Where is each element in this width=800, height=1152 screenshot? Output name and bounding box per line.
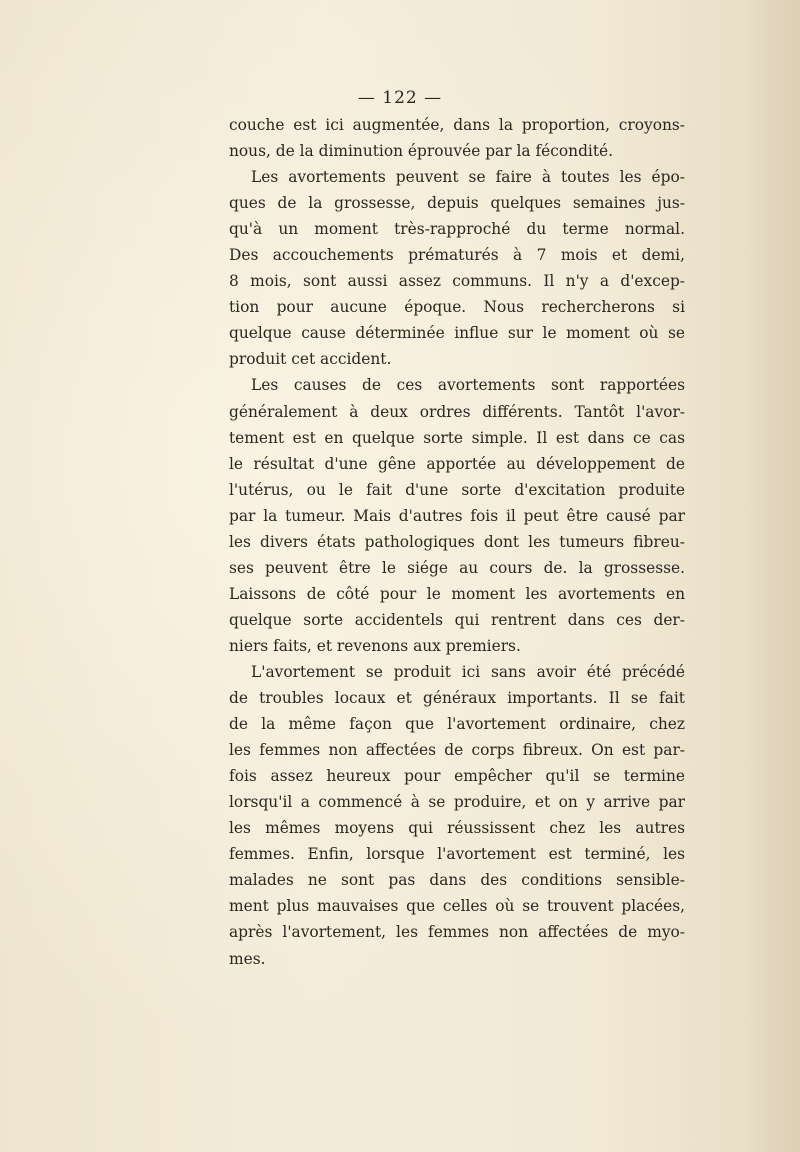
text-line: par la tumeur. Mais d'autres fois il peut être causé par — [229, 506, 685, 525]
text-line: mes. — [229, 949, 266, 968]
text-line: femmes. Enfin, lorsque l'avortement est terminé, les — [229, 845, 685, 864]
text-line: niers faits, et revenons aux premiers. — [229, 636, 521, 655]
text-line: de troubles locaux et généraux importants. Il se fait — [229, 689, 685, 708]
text-line: le résultat d'une gêne apportée au développement de — [229, 454, 685, 473]
text-line: ses peuvent être le siége au cours de. la grossesse. — [229, 558, 685, 577]
text-line: généralement à deux ordres différents. Tantôt l'avor- — [229, 402, 685, 421]
page-edge-shadow — [740, 0, 800, 1152]
text-line: nous, de la diminution éprouvée par la fécondité. — [229, 142, 614, 161]
text-line: quelque sorte accidentels qui rentrent dans ces der- — [229, 610, 685, 629]
page-number: — 122 — — [357, 88, 443, 108]
text-line: les divers états pathologiques dont les tumeurs fibreu- — [229, 532, 685, 551]
text-line: quelque cause déterminée influe sur le moment où se — [229, 324, 685, 343]
text-line: tement est en quelque sorte simple. Il est dans ce cas — [229, 428, 685, 447]
text-line: Laissons de côté pour le moment les avortements en — [229, 584, 685, 603]
text-line: qu'à un moment très-rapproché du terme normal. — [229, 220, 685, 239]
text-line: malades ne sont pas dans des conditions sensible- — [229, 871, 685, 890]
text-line: ques de la grossesse, depuis quelques semaines jus- — [229, 194, 685, 213]
text-line: les femmes non affectées de corps fibreux. On est par- — [229, 741, 685, 760]
text-line: ment plus mauvaises que celles où se trouvent placées, — [229, 897, 685, 916]
text-line: de la même façon que l'avortement ordinaire, chez — [229, 715, 685, 734]
text-line: couche est ici augmentée, dans la proportion, croyons- — [229, 116, 685, 134]
text-line: l'utérus, ou le fait d'une sorte d'excitation produite — [229, 480, 685, 499]
text-line: L'avortement se produit ici sans avoir été précédé — [251, 662, 685, 681]
text-line: fois assez heureux pour empêcher qu'il se termine — [229, 767, 685, 786]
text-line: 8 mois, sont aussi assez communs. Il n'y a d'excep- — [229, 272, 685, 291]
body-text — [229, 112, 685, 972]
text-line: lorsqu'il a commencé à se produire, et on y arrive par — [229, 793, 685, 812]
text-line: produit cet accident. — [229, 350, 392, 369]
text-line: Les avortements peuvent se faire à toutes les épo- — [251, 168, 685, 187]
text-line: Les causes de ces avortements sont rapportées — [251, 376, 685, 395]
text-line: tion pour aucune époque. Nous rechercherons si — [229, 298, 685, 317]
text-line: les mêmes moyens qui réussissent chez les autres — [229, 819, 685, 838]
text-line: Des accouchements prématurés à 7 mois et demi, — [229, 246, 685, 265]
text-line: après l'avortement, les femmes non affectées de myo- — [229, 923, 685, 942]
